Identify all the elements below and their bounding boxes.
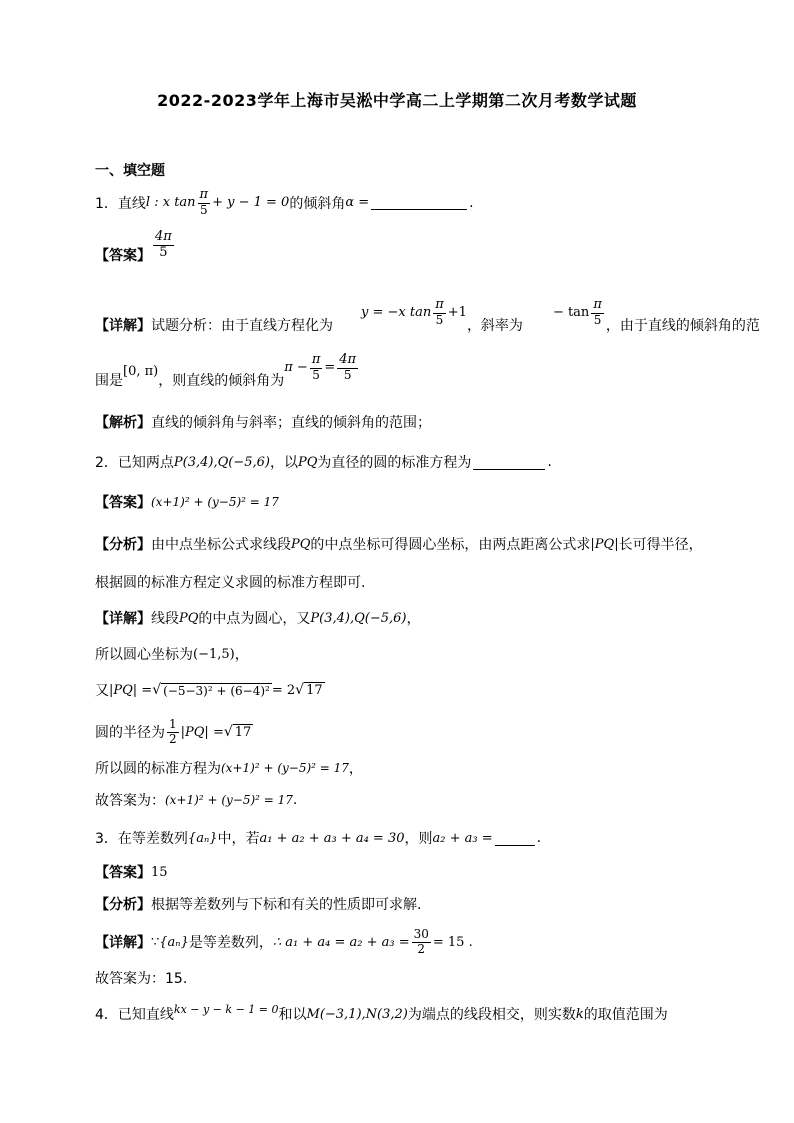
math-expression: (−1,5) bbox=[193, 646, 235, 662]
detail-text: 是等差数列， bbox=[188, 935, 273, 952]
math-fraction: $\frac{30}{2}$ bbox=[413, 927, 429, 956]
answer-tag: 【答案】 bbox=[95, 248, 151, 265]
answer-line bbox=[95, 492, 279, 512]
question-text: 为端点的线段相交，则实数 bbox=[407, 1007, 576, 1023]
math-expression: |PQ| = bbox=[109, 682, 153, 698]
math-expression: P(3,4),Q(−5,6) bbox=[173, 454, 270, 470]
math-expression: k bbox=[575, 1006, 584, 1022]
math-fraction: $\frac{\pi}{5}$ bbox=[199, 187, 209, 217]
detail-text: 故答案为： bbox=[95, 793, 165, 809]
answer-line bbox=[95, 862, 168, 882]
analysis-text: 根据等差数列与下标和有关的性质即可求解. bbox=[151, 897, 422, 913]
detail-line: 所以圆的标准方程为 (x+1)² + (y−5)² = 17 ， bbox=[95, 758, 363, 778]
question-text: 已知直线 bbox=[117, 1007, 174, 1023]
question-text: ，以 bbox=[270, 455, 298, 471]
question-text: 为直径的圆的标准方程为 bbox=[317, 455, 472, 471]
answer-tag: 【答案】 bbox=[95, 865, 151, 881]
detail-line bbox=[95, 608, 420, 628]
page-title: 2022-2023学年上海市吴淞中学高二上学期第二次月考数学试题 bbox=[157, 91, 637, 110]
math-expression: − tan $\frac{\pi}{5}$ bbox=[552, 297, 602, 327]
math-expression: {aₙ} bbox=[159, 934, 189, 950]
detail-text: 的中点为圆心，又 bbox=[198, 611, 311, 627]
question-number: 2． bbox=[95, 455, 118, 471]
detail-text: ， bbox=[406, 611, 421, 627]
detail-line bbox=[95, 928, 473, 957]
math-expression: kx − y − k − 1 = 0 bbox=[173, 1002, 279, 1016]
parse-tag: 【解析】 bbox=[95, 415, 151, 431]
question-4 bbox=[95, 1004, 668, 1024]
detail-text: 线段 bbox=[151, 611, 179, 627]
parse-line bbox=[95, 412, 431, 432]
analysis-line bbox=[95, 894, 421, 914]
detail-text: 圆的半径为 bbox=[95, 725, 165, 742]
detail-line bbox=[95, 680, 325, 700]
math-expression: [0, π) bbox=[123, 364, 159, 380]
question-text: 直线 bbox=[117, 195, 146, 212]
question-text: 已知两点 bbox=[117, 455, 174, 471]
detail-tag: 【详解】 bbox=[95, 935, 151, 952]
math-expression: (x+1)² + (y−5)² = 17 bbox=[221, 761, 349, 775]
question-text: ，则 bbox=[404, 831, 433, 847]
detail-line: 故答案为： (x+1)² + (y−5)² = 17 . bbox=[95, 792, 298, 809]
math-sqrt: √ (−5−3)² + (6−4)² bbox=[152, 682, 270, 698]
parse-text: 直线的倾斜角与斜率；直线的倾斜角的范围； bbox=[151, 415, 431, 431]
math-expression: |PQ| bbox=[590, 536, 619, 552]
question-1: 1． 直线 l : x tan $\frac{\pi}{5}$ + y − 1 = 0 的倾斜角 α = . bbox=[95, 187, 474, 217]
detail-line bbox=[95, 297, 760, 340]
math-expression: |PQ| = bbox=[180, 724, 224, 740]
math-expression: (x+1)² + (y−5)² = 17 bbox=[165, 793, 293, 807]
detail-line: 所以圆心坐标为 (−1,5) ， bbox=[95, 644, 249, 664]
answer-line bbox=[95, 229, 176, 271]
analysis-line bbox=[95, 572, 365, 592]
detail-text: ，则直线的倾斜角为 bbox=[158, 372, 285, 389]
math-expression: ∴ a₁ + a₄ = a₂ + a₃ = bbox=[272, 934, 410, 950]
math-expression: PQ bbox=[179, 610, 199, 626]
detail-line bbox=[95, 968, 187, 988]
detail-text: 试题分析：由于直线方程化为 bbox=[151, 317, 333, 334]
analysis-line bbox=[95, 534, 703, 554]
math-expression: = 2 bbox=[271, 682, 296, 698]
answer-blank bbox=[371, 195, 467, 210]
math-expression: a₁ + a₂ + a₃ + a₄ = 30 bbox=[259, 830, 405, 846]
question-text: 的取值范围为 bbox=[583, 1007, 668, 1023]
math-expression: ∵ bbox=[151, 934, 160, 950]
answer-blank bbox=[473, 455, 545, 470]
question-2: 2． 已知两点 P(3,4),Q(−5,6) ，以 PQ 为直径的圆的标准方程为 . bbox=[95, 454, 552, 471]
analysis-text: 的中点坐标可得圆心坐标，由两点距离公式求 bbox=[310, 537, 591, 553]
question-number: 1． bbox=[95, 195, 118, 212]
detail-text: ，由于直线的倾斜角的范 bbox=[605, 317, 760, 334]
detail-text: 围是 bbox=[95, 372, 123, 389]
math-expression: PQ bbox=[298, 454, 318, 470]
math-fraction: $\frac{1}{2}$ bbox=[169, 717, 177, 746]
detail-text: 所以圆心坐标为 bbox=[95, 647, 193, 663]
question-number: 4． bbox=[95, 1007, 118, 1023]
analysis-text: 根据圆的标准方程定义求圆的标准方程即可. bbox=[95, 575, 366, 591]
math-sqrt: √ 17 bbox=[223, 724, 252, 741]
analysis-text: 长可得半径， bbox=[618, 537, 703, 553]
math-expression: y = −x tan $\frac{\pi}{5}$ +1 bbox=[361, 297, 467, 327]
answer-tag: 【答案】 bbox=[95, 495, 151, 511]
math-expression: = 15 . bbox=[432, 934, 473, 950]
detail-text: 又 bbox=[95, 683, 109, 699]
math-expression: α = bbox=[345, 195, 370, 211]
detail-tag: 【详解】 bbox=[95, 317, 151, 334]
question-text: 中，若 bbox=[217, 831, 260, 847]
answer-value: 15 bbox=[151, 864, 168, 880]
detail-line bbox=[95, 718, 253, 747]
math-expression: PQ bbox=[291, 536, 311, 552]
detail-text: 所以圆的标准方程为 bbox=[95, 761, 221, 777]
analysis-tag: 【分析】 bbox=[95, 897, 151, 913]
question-3: 3． 在等差数列 {aₙ} 中，若 a₁ + a₂ + a₃ + a₄ = 30 ，则 a₂ + a₃ = . bbox=[95, 830, 542, 847]
question-text: 的倾斜角 bbox=[289, 195, 346, 212]
detail-line bbox=[95, 352, 360, 395]
detail-text: ，斜率为 bbox=[466, 317, 523, 334]
detail-text: 故答案为：15. bbox=[95, 971, 188, 987]
detail-tag: 【详解】 bbox=[95, 611, 151, 627]
question-text: 在等差数列 bbox=[117, 831, 188, 847]
math-expression: π − $\frac{\pi}{5}$ = $\frac{4\pi}{5}$ bbox=[284, 352, 357, 382]
question-text: 和以 bbox=[278, 1007, 307, 1023]
math-sqrt: √ 17 bbox=[295, 682, 323, 698]
math-expression: P(3,4),Q(−5,6) bbox=[310, 610, 407, 626]
question-number: 3． bbox=[95, 831, 118, 847]
math-expression: a₂ + a₃ = bbox=[432, 830, 493, 846]
answer-blank bbox=[495, 831, 535, 846]
math-expression: l : x tan bbox=[145, 195, 196, 211]
math-expression: + y − 1 = 0 bbox=[212, 195, 290, 211]
math-fraction: $\frac{4\pi}{5}$ bbox=[155, 229, 172, 260]
math-expression: {aₙ} bbox=[187, 830, 218, 846]
section-heading: 一、填空题 bbox=[95, 163, 165, 179]
analysis-tag: 【分析】 bbox=[95, 537, 151, 553]
analysis-text: 由中点坐标公式求线段 bbox=[151, 537, 291, 553]
math-expression: M(−3,1),N(3,2) bbox=[306, 1006, 408, 1022]
math-expression: (x+1)² + (y−5)² = 17 bbox=[151, 495, 279, 509]
